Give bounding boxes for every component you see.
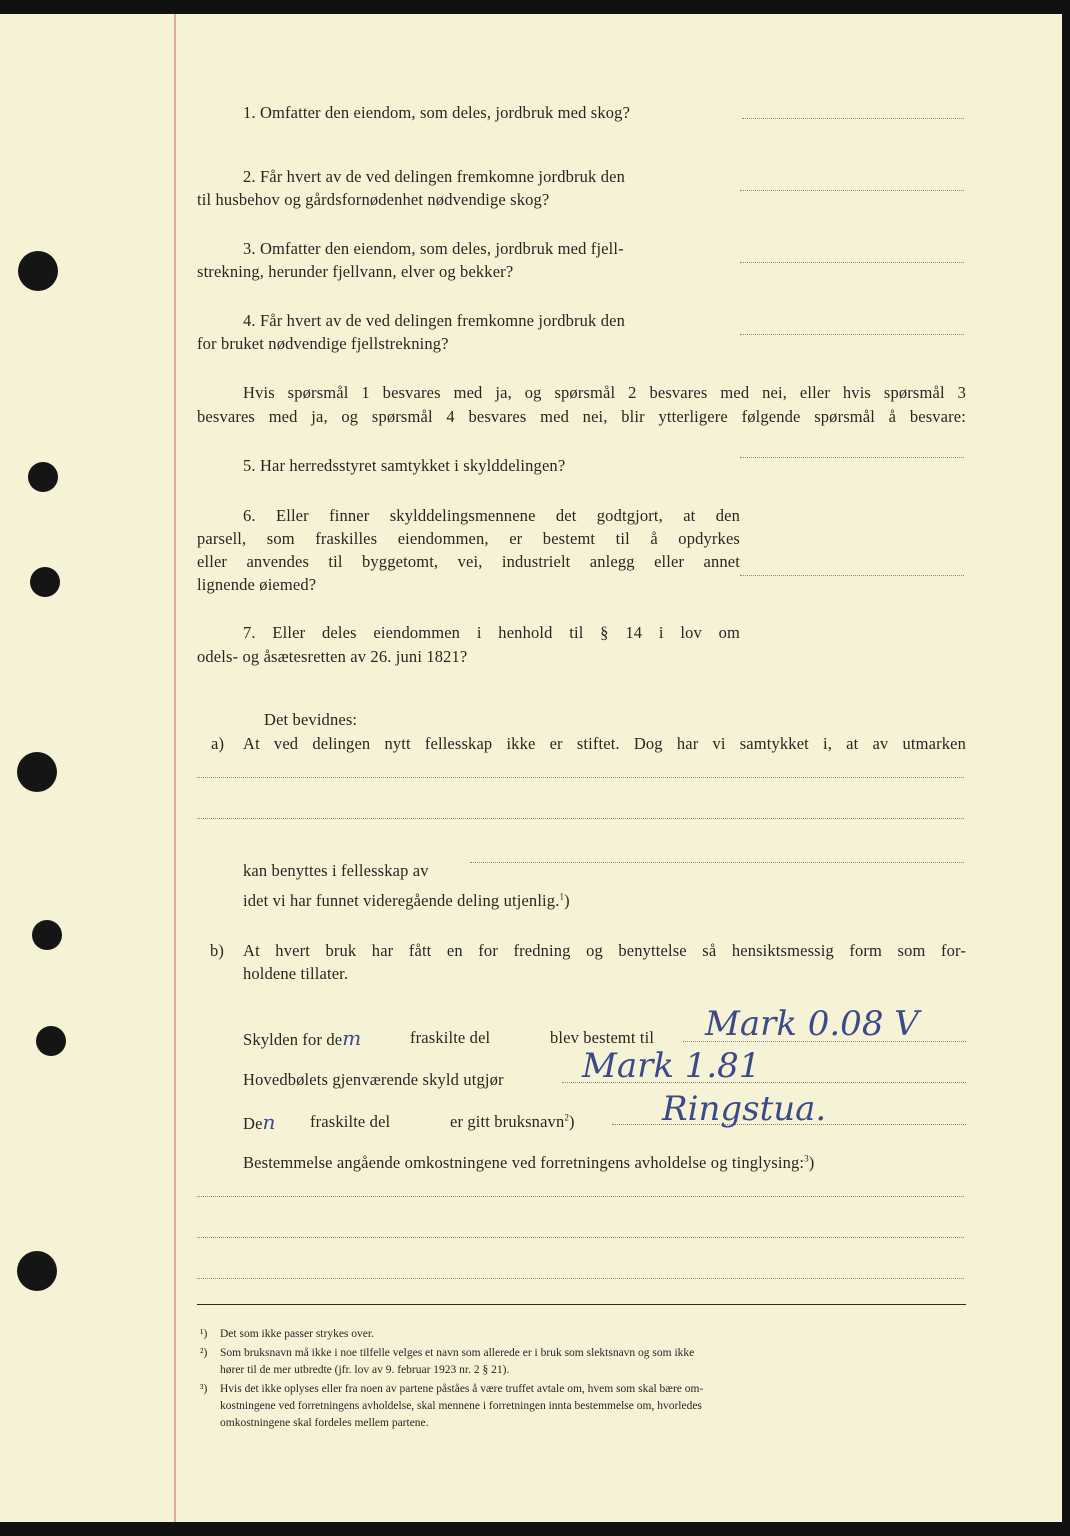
costs-label (243, 1152, 814, 1174)
handwritten-suffix: n (262, 1110, 276, 1134)
question-2-line-2: til husbehov og gårdsfornødenhet nødvendige skog? (197, 190, 550, 209)
margin-rule (174, 14, 176, 1522)
footnote-1 (200, 1326, 966, 1343)
footnote-divider (197, 1304, 966, 1305)
answer-line-3[interactable] (740, 262, 964, 263)
question-6-line-1: 6. Eller finner skylddelingsmennene det godtgjort, at den (243, 506, 740, 525)
question-1: 1. Omfatter den eiendom, som deles, jordbruk med skog? (243, 103, 631, 122)
name-label (243, 1111, 276, 1135)
farm-name-value[interactable]: Ringstua. (662, 1089, 827, 1129)
instruction-line-1: Hvis spørsmål 1 besvares med ja, og spørsmål 2 besvares med nei, eller hvis spørsmål 3 (243, 383, 966, 402)
costs-line-3[interactable] (197, 1278, 964, 1279)
question-6-line-2: parsell, som fraskilles eiendommen, er bestemt til å opdyrkes (197, 529, 740, 548)
name-label-part-3-text: er gitt bruksnavn (450, 1112, 565, 1131)
footnote-3-line-3: omkostningene skal fordeles mellem partene. (220, 1417, 429, 1429)
attest-b-line-1: At hvert bruk har fått en for fredning og benyttelse så hensiktsmessig form som for- (243, 941, 966, 960)
costs-line-1[interactable] (197, 1196, 964, 1197)
punch-hole (36, 1026, 66, 1056)
question-6-line-3: eller anvendes til byggetomt, vei, industrielt anlegg eller annet (197, 552, 740, 571)
shared-use-label: kan benyttes i fellesskap av (243, 861, 429, 880)
attest-a-text: At ved delingen nytt fellesskap ikke er stiftet. Dog har vi samtykket i, at av utmarken (243, 734, 966, 753)
shared-use-line[interactable] (470, 862, 964, 863)
form-page (0, 14, 1062, 1522)
tax-label (243, 1027, 361, 1051)
punch-hole (28, 462, 58, 492)
question-7-line-2: odels- og åsætesretten av 26. juni 1821? (197, 647, 468, 666)
footnote-2-mark: ²) (200, 1347, 208, 1359)
punch-hole (18, 251, 58, 291)
outfield-line-2[interactable] (197, 818, 964, 819)
question-5: 5. Har herredsstyret samtykket i skylddelingen? (243, 456, 566, 475)
attest-b-label: b) (210, 941, 225, 960)
footnote-3-mark: ³) (200, 1383, 208, 1395)
footnote-1-text: Det som ikke passer strykes over. (220, 1328, 374, 1340)
outfield-line-1[interactable] (197, 777, 964, 778)
tax-value[interactable]: Mark 0.08 V (705, 1004, 919, 1044)
answer-line-6[interactable] (740, 575, 964, 576)
further-division-text: idet vi har funnet videregående deling utjenlig. (243, 891, 560, 910)
main-farm-value[interactable]: Mark 1.81 (582, 1046, 761, 1086)
question-2-line-1: 2. Får hvert av de ved delingen fremkomne jordbruk den (243, 167, 625, 186)
attest-a-label: a) (211, 734, 225, 753)
answer-line-5[interactable] (740, 457, 964, 458)
footnote-ref: 2 (564, 1112, 570, 1123)
footnote-ref: 3 (804, 1153, 809, 1164)
question-3-line-1: 3. Omfatter den eiendom, som deles, jordbruk med fjell- (243, 239, 624, 258)
tax-label-part-3: blev bestemt til (550, 1028, 655, 1047)
footnote-2-line-2: hører til de mer utbredte (jfr. lov av 9. februar 1923 nr. 2 § 21). (220, 1364, 510, 1376)
punch-hole (30, 567, 60, 597)
costs-label-text: Bestemmelse angående omkostningene ved forretningens avholdelse og tinglysing: (243, 1153, 805, 1172)
attest-b-line-2: holdene tillater. (243, 964, 349, 983)
handwritten-suffix: m (342, 1026, 362, 1050)
costs-line-2[interactable] (197, 1237, 964, 1238)
footnote-ref-close: ) (564, 891, 570, 910)
name-label-part-2: fraskilte del (310, 1112, 391, 1131)
footnote-3 (200, 1381, 966, 1433)
punch-hole (17, 1251, 57, 1291)
footnote-3-line-1: Hvis det ikke oplyses eller fra noen av partene påståes å være truffet avtale om, hvem som skal bære om- (220, 1383, 704, 1395)
tax-label-part-2: fraskilte del (410, 1028, 491, 1047)
attest-heading: Det bevidnes: (264, 710, 358, 729)
punch-hole (17, 752, 57, 792)
footnote-ref-close: ) (569, 1112, 575, 1131)
footnote-2 (200, 1345, 966, 1379)
answer-line-4[interactable] (740, 334, 964, 335)
name-label-text: De (243, 1114, 263, 1133)
instruction-line-2: besvares med ja, og spørsmål 4 besvares med nei, blir ytterligere følgende spørsmål å besvare: (197, 407, 966, 426)
question-7-line-1: 7. Eller deles eiendommen i henhold til § 14 i lov om (243, 623, 740, 642)
question-4-line-1: 4. Får hvert av de ved delingen fremkomne jordbruk den (243, 311, 625, 330)
answer-line-2[interactable] (740, 190, 964, 191)
question-4-line-2: for bruket nødvendige fjellstrekning? (197, 334, 449, 353)
further-division-note (243, 890, 570, 912)
main-farm-label: Hovedbølets gjenværende skyld utgjør (243, 1070, 504, 1089)
footnote-2-line-1: Som bruksnavn må ikke i noe tilfelle velges et navn som allerede er i bruk som slektsnavn og som ikke (220, 1347, 695, 1359)
footnote-ref: 1 (559, 891, 565, 902)
tax-label-text: Skylden for de (243, 1030, 343, 1049)
footnote-ref-close: ) (808, 1153, 815, 1172)
question-3-line-2: strekning, herunder fjellvann, elver og bekker? (197, 262, 514, 281)
punch-hole (32, 920, 62, 950)
name-label-part-3 (450, 1111, 575, 1133)
footnote-1-mark: ¹) (200, 1328, 208, 1340)
footnote-3-line-2: kostningene ved forretningens avholdelse, skal mennene i forretningen innta bestemmelse om, hvorledes (220, 1400, 702, 1412)
question-6-line-4: lignende øiemed? (197, 575, 317, 594)
answer-line-1[interactable] (742, 118, 964, 119)
